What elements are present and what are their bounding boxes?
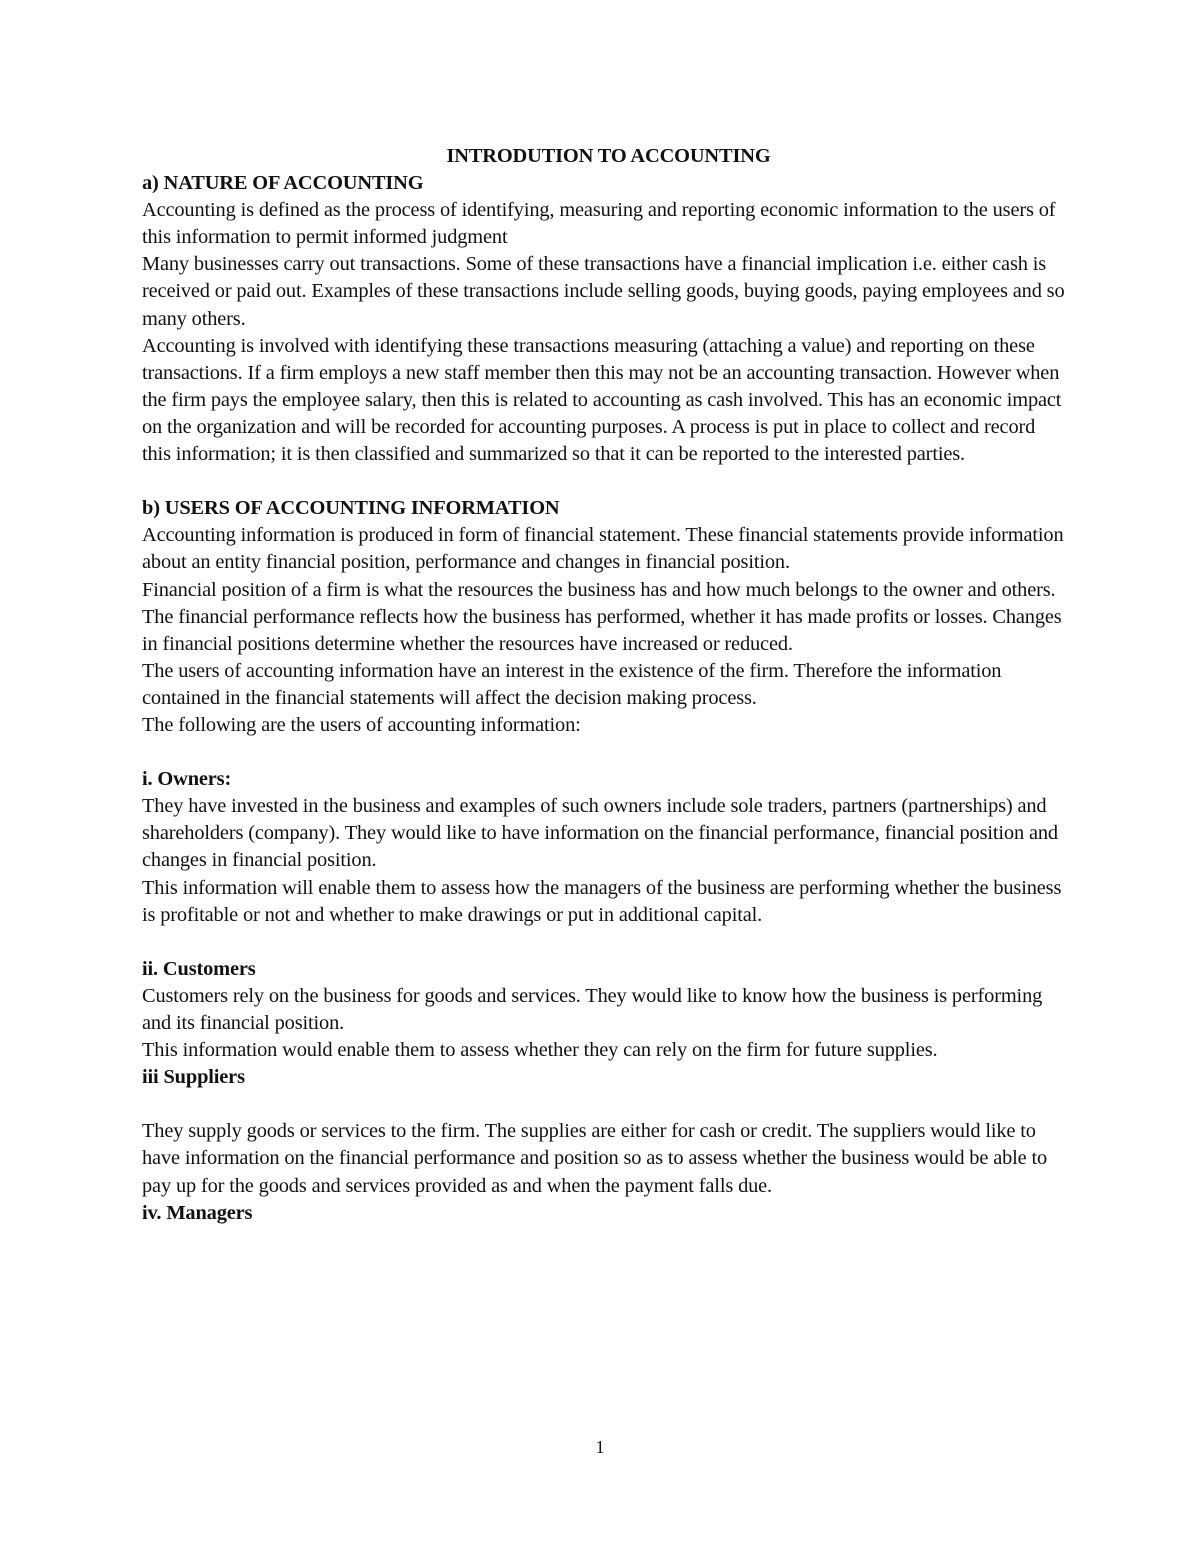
spacer (142, 1091, 1067, 1118)
paragraph-nature-1: Accounting is defined as the process of identifying, measuring and reporting economic information to the users of this information to permit informed judgment (142, 199, 1056, 249)
section-heading-nature: a) NATURE OF ACCOUNTING (142, 172, 424, 195)
subheading-managers: iv. Managers (142, 1201, 253, 1224)
subheading-owners: i. Owners: (142, 768, 232, 791)
paragraph-owners-1: They have invested in the business and examples of such owners include sole traders, partners (partnerships) and shareholders (company). They would like to have information on the financial performance, financial position and changes in financial position. (142, 795, 1058, 872)
document-body (142, 143, 1067, 1227)
paragraph-customers-2: This information would enable them to assess whether they can rely on the firm for future supplies. (142, 1039, 938, 1062)
paragraph-users-1: Accounting information is produced in form of financial statement. These financial statements provide information about an entity financial position, performance and changes in financial position. (142, 524, 1064, 574)
paragraph-suppliers-1: They supply goods or services to the firm. The supplies are either for cash or credit. The suppliers would like to have information on the financial performance and position so as to assess whether the business would be able to pay up for the goods and services provided as and when the payment falls due. (142, 1120, 1048, 1197)
section-heading-users: b) USERS OF ACCOUNTING INFORMATION (142, 497, 560, 520)
paragraph-users-5: The following are the users of accounting information: (142, 713, 581, 736)
subheading-suppliers: iii Suppliers (142, 1066, 245, 1089)
paragraph-users-3: The financial performance reflects how the business has performed, whether it has made profits or losses. Changes in financial positions determine whether the resources have increased or reduced. (142, 605, 1062, 655)
spacer (142, 739, 1067, 766)
paragraph-nature-2: Many businesses carry out transactions. Some of these transactions have a financial implication i.e. either cash is received or paid out. Examples of these transactions include selling goods, buying goods, paying employees and so many others. (142, 253, 1065, 330)
paragraph-users-2: Financial position of a firm is what the resources the business has and how much belongs to the owner and others. (142, 578, 1056, 601)
subheading-customers: ii. Customers (142, 957, 256, 980)
spacer (142, 468, 1067, 495)
paragraph-owners-2: This information will enable them to assess how the managers of the business are performing whether the business is profitable or not and whether to make drawings or put in additional capital. (142, 876, 1062, 926)
paragraph-users-4: The users of accounting information have an interest in the existence of the firm. Therefore the information contained in the financial statements will affect the decision making process. (142, 659, 1002, 709)
spacer (142, 929, 1067, 956)
paragraph-customers-1: Customers rely on the business for goods and services. They would like to know how the business is performing and its financial position. (142, 984, 1043, 1034)
paragraph-nature-3: Accounting is involved with identifying these transactions measuring (attaching a value) and reporting on these transactions. If a firm employs a new staff member then this may not be an accounting transaction. However when the firm pays the employee salary, then this is related to accounting as cash involved. This has an economic impact on the organization and will be recorded for accounting purposes. A process is put in place to collect and record this information; it is then classified and summarized so that it can be reported to the interested parties. (142, 334, 1062, 466)
document-title: INTRODUTION TO ACCOUNTING (446, 145, 771, 167)
page-number: 1 (595, 1437, 605, 1457)
